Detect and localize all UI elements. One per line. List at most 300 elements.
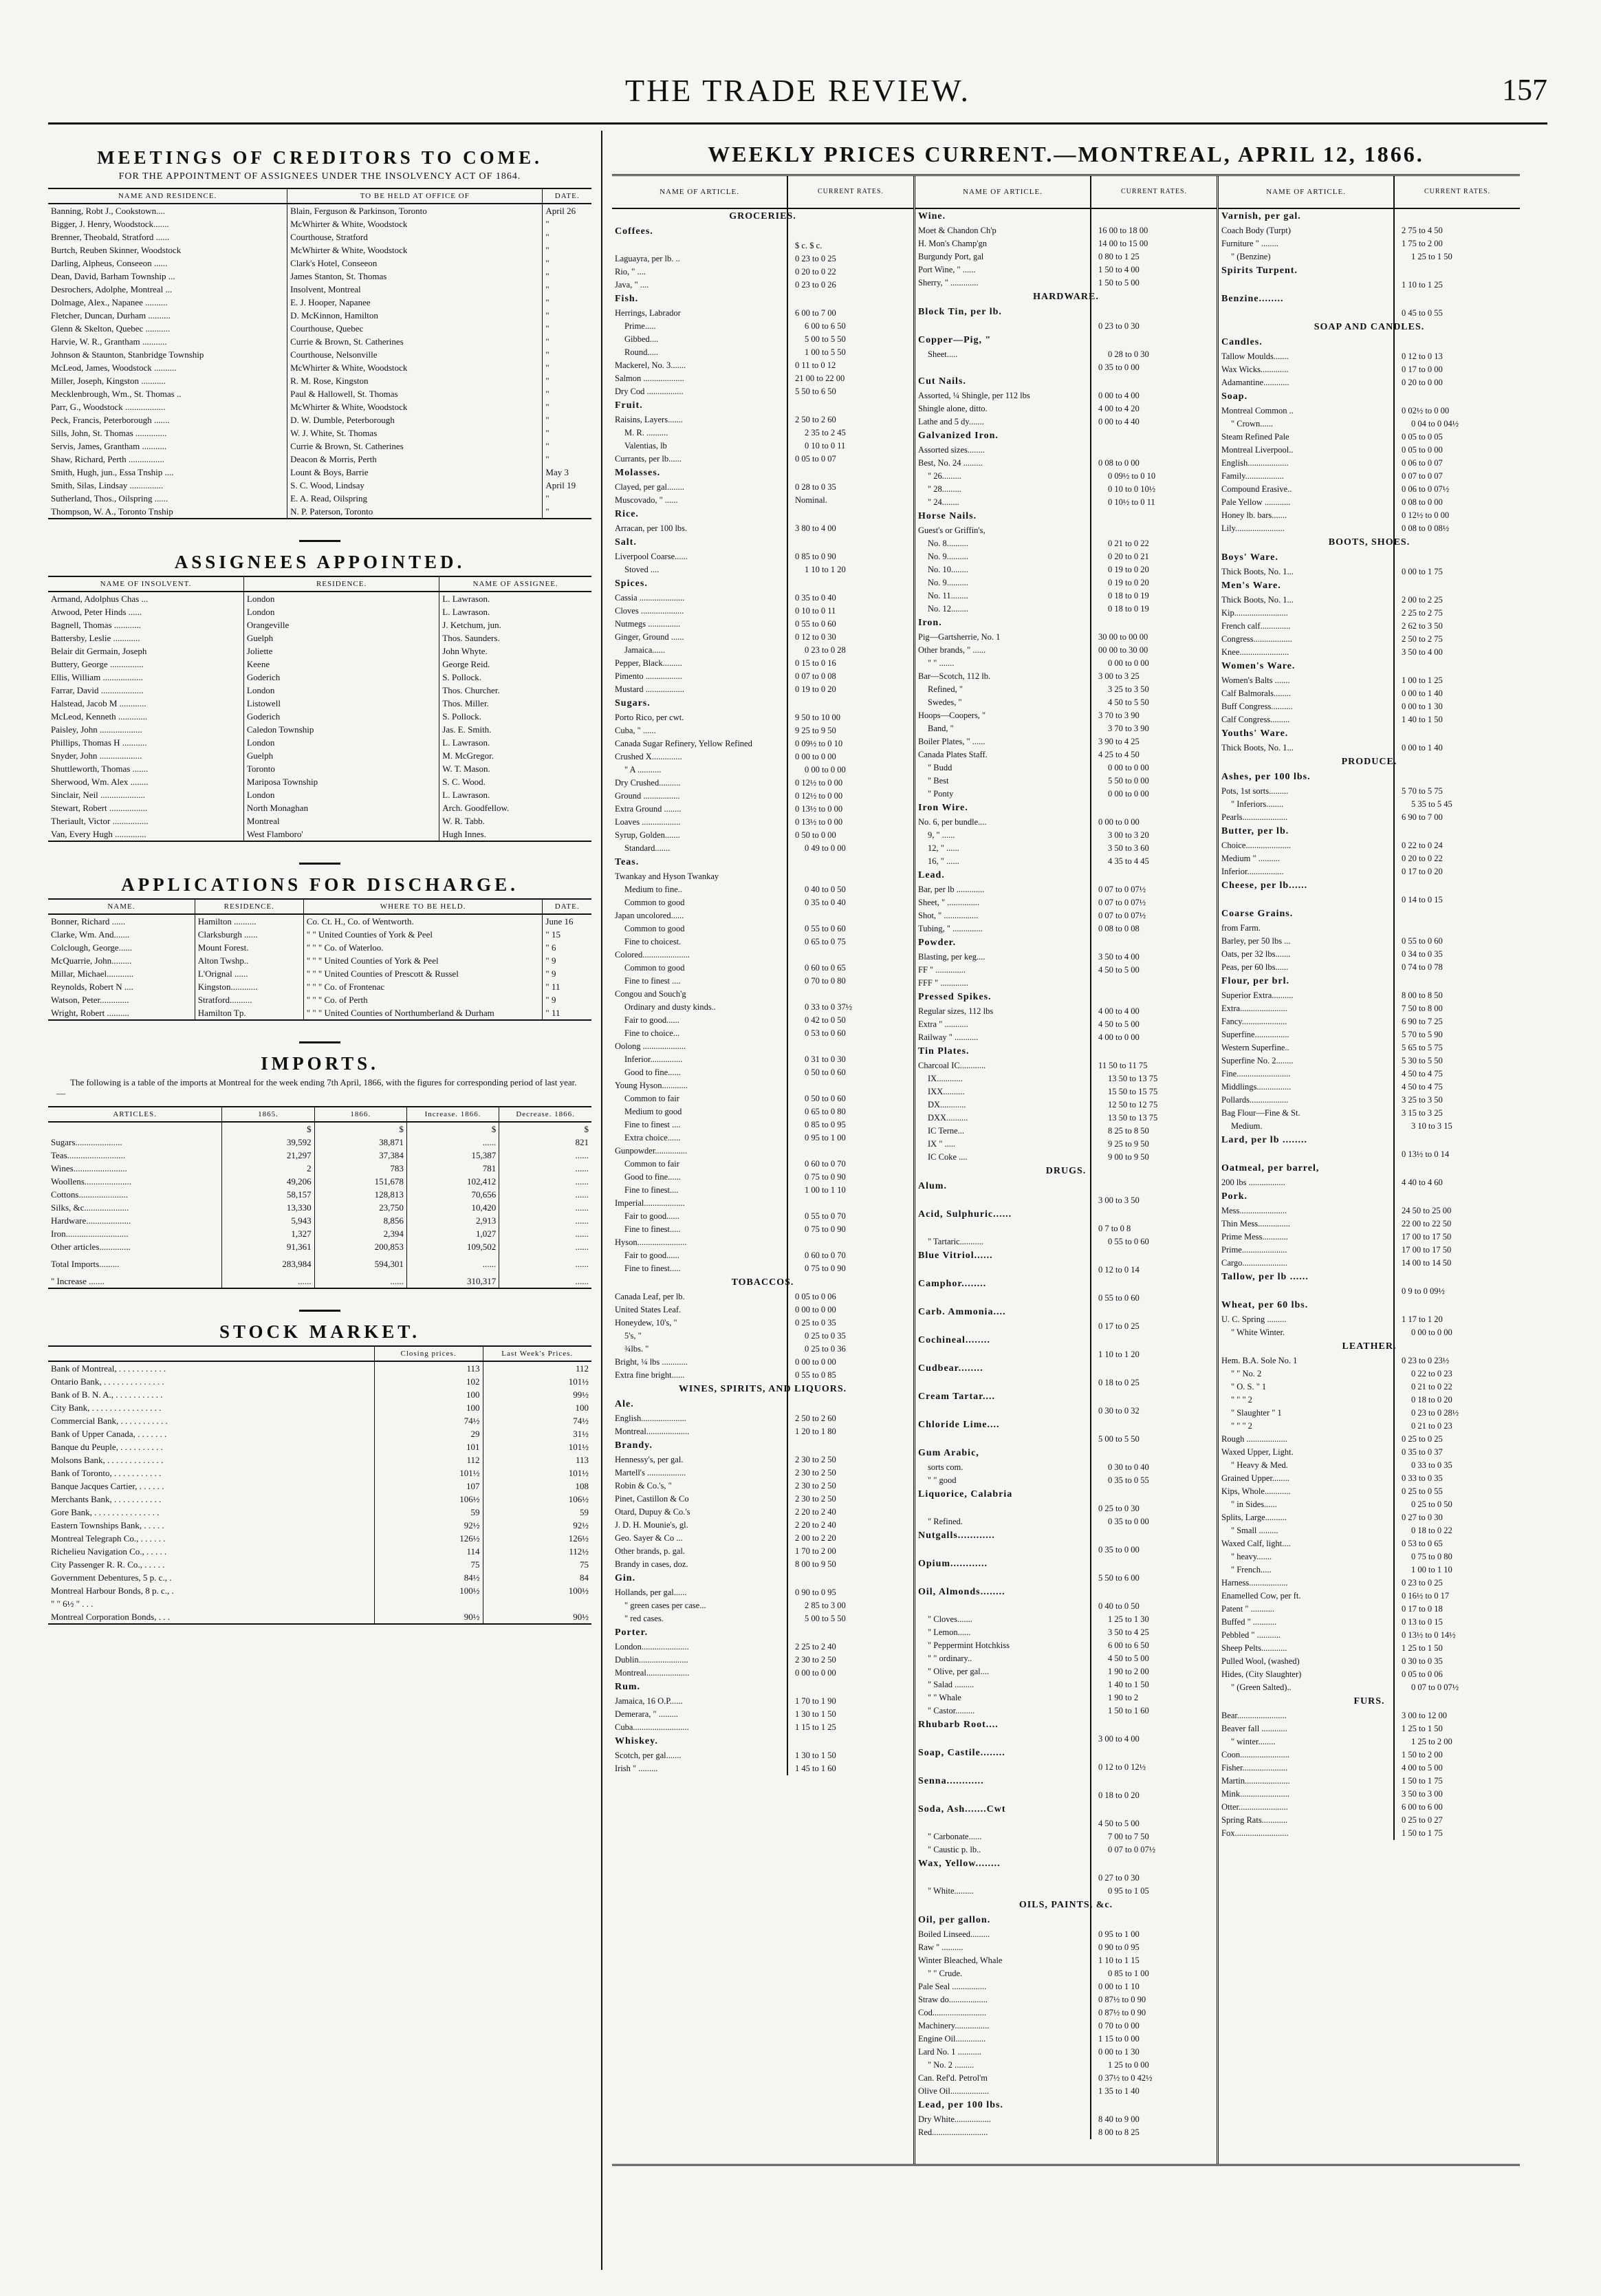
price-column-header: [1219, 176, 1520, 209]
article-rate: 4 35 to 4 45: [1108, 856, 1149, 866]
table-cell: Courthouse, Stratford: [287, 230, 543, 243]
table-cell: Eastern Townships Bank, . . . . .: [51, 1519, 164, 1530]
article-rate: 0 25 to 0 25: [1402, 1434, 1443, 1444]
table-cell: Wines........................: [51, 1162, 127, 1173]
article-rate: [1093, 444, 1217, 457]
category-heading: Boys' Ware.: [1221, 552, 1278, 563]
article-rate: 0 35 to 0 55: [1108, 1475, 1149, 1485]
table-cell: Johnson & Staunton, Stanbridge Township: [51, 349, 204, 360]
article-name: Pig—Gartsherrie, No. 1: [918, 632, 1001, 642]
table-cell: 100: [483, 1401, 591, 1414]
table-cell: Millar, Michael............: [51, 968, 134, 979]
table-cell: Total Imports.........: [51, 1258, 120, 1269]
article-name: Swedes, ": [928, 697, 962, 707]
category-heading: Lead, per 100 lbs.: [918, 2100, 1003, 2110]
table-cell: 283,984: [222, 1253, 314, 1270]
article-rate: 2 25 to 2 75: [1402, 608, 1443, 618]
article-rate: 0 17 to 0 00: [1402, 365, 1443, 374]
article-name: Beaver fall ............: [1221, 1724, 1287, 1733]
article-rate: 0 18 to 0 22: [1411, 1526, 1452, 1535]
price-row: [1219, 1176, 1520, 1189]
price-row: [1219, 1563, 1520, 1577]
article-rate: 1 25 to 0 00: [1108, 2060, 1149, 2070]
article-rate: 0 16½ to 0 17: [1402, 1591, 1450, 1601]
table-cell: 91,361: [222, 1240, 314, 1253]
category-heading: Gin.: [615, 1573, 636, 1583]
category-heading: Acid, Sulphuric......: [918, 1209, 1012, 1220]
category-heading: Youths' Ware.: [1221, 728, 1289, 739]
table-cell: Belair dit Germain, Joseph: [51, 645, 147, 656]
article-rate: 3 90 to 4 25: [1098, 737, 1140, 746]
price-row: [1219, 1629, 1520, 1642]
table-cell: McLeod, James, Woodstock ..........: [51, 362, 177, 373]
table-cell: Keene: [243, 658, 439, 671]
category-heading: Porter.: [615, 1627, 649, 1638]
category-heading: Block Tin, per lb.: [918, 307, 1002, 317]
category-heading: Cream Tartar....: [918, 1391, 996, 1402]
article-rate: 0 25 to 0 35: [795, 1318, 836, 1328]
price-row: [1219, 620, 1520, 633]
article-name: Mink.......................: [1221, 1789, 1289, 1799]
price-row: [1219, 1459, 1520, 1472]
article-name: Wax Wicks.............: [1221, 365, 1289, 374]
table-cell: Dolmage, Alex., Napanee ..........: [51, 296, 168, 307]
table-cell: 126½: [483, 1532, 591, 1545]
table-row: [48, 993, 591, 1006]
article-rate: 0 25 to 0 27: [1402, 1815, 1443, 1825]
table-cell: Teas..........................: [51, 1149, 126, 1160]
price-row: [1219, 1148, 1520, 1161]
table-cell: Wright, Robert ..........: [48, 1006, 195, 1020]
assignees-header: RESIDENCE.: [243, 576, 439, 592]
table-cell: Stratford..........: [195, 993, 303, 1006]
article-name: Liverpool Coarse......: [615, 552, 688, 561]
article-name: Montreal....................: [615, 1668, 690, 1678]
article-name: Cassia .....................: [615, 593, 685, 603]
article-rate: 2 50 to 2 60: [795, 415, 836, 424]
price-row: [1219, 700, 1520, 713]
article-name: Hoops—Coopers, ": [918, 711, 986, 720]
table-cell: Dean, David, Barham Township ...: [51, 270, 175, 281]
article-rate: 4 50 to 5 50: [1108, 697, 1149, 707]
article-name: Hyson.......................: [615, 1237, 687, 1247]
table-cell: Bank of Montreal, . . . . . . . . . . .: [51, 1363, 166, 1374]
category-heading: Copper—Pig, ": [918, 335, 992, 345]
table-cell: ": [543, 283, 591, 296]
article-name: " Crown......: [1231, 419, 1274, 429]
article-rate: 9 50 to 10 00: [795, 713, 841, 722]
article-rate: 0 35 to 0 37: [1402, 1447, 1443, 1457]
article-rate: [789, 1197, 913, 1210]
article-name: Round.....: [624, 347, 658, 357]
price-row: [1219, 1498, 1520, 1511]
article-rate: [789, 988, 913, 1001]
article-name: Machinery................: [918, 2021, 990, 2030]
article-name: " " " 2: [1231, 1395, 1252, 1405]
category-heading: FURS.: [1353, 1696, 1385, 1707]
article-rate: 0 20 to 0 00: [1402, 378, 1443, 387]
price-row: [612, 1171, 913, 1184]
price-row: [1219, 594, 1520, 607]
table-cell: ......: [499, 1227, 591, 1240]
article-rate: 9 25 to 9 50: [1108, 1139, 1149, 1149]
category-heading: Men's Ware.: [1221, 581, 1281, 591]
price-row: [612, 1131, 913, 1145]
price-row: [915, 1502, 1217, 1515]
price-row: [915, 2126, 1217, 2139]
price-row: [915, 748, 1217, 761]
price-row: [612, 372, 913, 385]
article-rate: 6 00 to 6 50: [1108, 1640, 1149, 1650]
article-name: Coach Body (Turpt): [1221, 226, 1291, 235]
table-row: [48, 645, 591, 658]
price-row: [1219, 470, 1520, 483]
price-row: [612, 1014, 913, 1027]
price-row: [612, 949, 913, 962]
article-name: Fair to good......: [624, 1211, 679, 1221]
price-row: [612, 1506, 913, 1519]
article-name: " " Crude.: [928, 1969, 963, 1978]
category-heading: Chloride Lime....: [918, 1420, 1000, 1430]
article-name: Peas, per 60 lbs......: [1221, 962, 1289, 972]
category-heading: Gum Arabic,: [918, 1448, 979, 1458]
article-rate: 0 12½ to 0 00: [1402, 510, 1450, 520]
article-name: Coon.......................: [1221, 1750, 1289, 1759]
table-cell: Sugars.....................: [51, 1136, 122, 1147]
article-name: " Tartaric...........: [928, 1237, 984, 1246]
meetings-section: [48, 147, 591, 519]
price-row: [915, 237, 1217, 250]
table-cell: Atwood, Peter Hinds ......: [51, 606, 142, 617]
table-cell: ": [543, 387, 591, 400]
price-row: [915, 2072, 1217, 2085]
price-row: [915, 951, 1217, 964]
table-cell: ......: [406, 1136, 499, 1149]
imports-header: 1866.: [314, 1107, 406, 1122]
article-name: " Castor.........: [928, 1706, 975, 1715]
article-rate: 14 00 to 15 00: [1098, 239, 1148, 248]
article-name: Syrup, Golden.......: [615, 830, 680, 840]
price-row: [1219, 279, 1520, 292]
article-name: Compound Erasive..: [1221, 484, 1292, 494]
article-name: Steam Refined Pale: [1221, 432, 1289, 442]
table-cell: [374, 1597, 483, 1610]
table-row: [48, 413, 591, 426]
name-of-article-header: NAME OF ARTICLE.: [1266, 188, 1346, 196]
table-cell: Goderich: [243, 671, 439, 684]
table-cell: ": [543, 243, 591, 257]
price-row: [915, 855, 1217, 868]
article-rate: 1 50 to 1 75: [1402, 1776, 1443, 1786]
table-row: [48, 204, 591, 217]
category-heading: OILS, PAINTS, &c.: [1019, 1900, 1113, 1910]
article-name: Pepper, Black.........: [615, 658, 682, 668]
article-name: Inferior.................: [1221, 867, 1284, 876]
price-row: [612, 1262, 913, 1275]
article-name: Spring Rats............: [1221, 1815, 1288, 1825]
article-rate: 1 10 to 1 15: [1098, 1956, 1140, 1965]
table-cell: 109,502: [406, 1240, 499, 1253]
article-name: " (Green Salted)..: [1231, 1682, 1292, 1692]
article-rate: 0 12 to 0 14: [1098, 1265, 1140, 1275]
article-rate: 6 00 to 6 50: [805, 321, 846, 331]
table-cell: ......: [499, 1270, 591, 1288]
category-heading: Fruit.: [615, 400, 643, 411]
article-name: " red cases.: [624, 1614, 664, 1623]
article-rate: 0 18 to 0 19: [1108, 591, 1149, 600]
table-cell: Caledon Township: [243, 723, 439, 736]
category-heading: Butter, per lb.: [1221, 826, 1289, 836]
price-row: [1219, 1550, 1520, 1563]
article-name: [915, 1433, 1093, 1446]
price-row: [915, 1678, 1217, 1691]
price-column-body: [1219, 209, 1520, 1840]
article-rate: 0 87½ to 0 90: [1098, 1995, 1146, 2004]
table-row: [48, 775, 591, 788]
article-name: Dublin.......................: [615, 1655, 688, 1665]
imports-title: IMPORTS.: [261, 1053, 379, 1074]
article-name: [1219, 894, 1396, 907]
table-cell: 1,327: [222, 1227, 314, 1240]
table-cell: Deacon & Morris, Perth: [287, 453, 543, 466]
page-number: 157: [1502, 73, 1547, 107]
table-row: [48, 788, 591, 801]
table-cell: Glenn & Skelton, Quebec ...........: [51, 323, 171, 334]
price-row: [612, 829, 913, 842]
price-row: [612, 1708, 913, 1721]
price-row: [1219, 1709, 1520, 1722]
table-cell: Paul & Hallowell, St. Thomas: [287, 387, 543, 400]
price-row: [612, 346, 913, 359]
price-columns: [612, 174, 1520, 2166]
article-rate: 0 95 to 1 00: [805, 1133, 846, 1142]
article-rate: 5 70 to 5 90: [1402, 1030, 1443, 1039]
table-cell: 84½: [374, 1571, 483, 1584]
category-heading: Carb. Ammonia....: [918, 1307, 1006, 1317]
article-name: [915, 361, 1093, 374]
category-heading: Oil, Almonds........: [918, 1587, 1005, 1597]
article-name: " Best: [928, 776, 949, 786]
table-cell: 92½: [374, 1519, 483, 1532]
article-name: Fancy.....................: [1221, 1017, 1287, 1026]
table-cell: 90½: [483, 1610, 591, 1624]
price-row: [612, 816, 913, 829]
table-cell: $: [499, 1122, 591, 1136]
article-name: Kip.........................: [1221, 608, 1288, 618]
table-row: [48, 801, 591, 814]
article-name: " Carbonate......: [928, 1832, 982, 1841]
article-rate: 5 65 to 5 75: [1402, 1043, 1443, 1052]
category-heading: Candles.: [1221, 337, 1263, 347]
article-name: Tallow Moulds.......: [1221, 351, 1289, 361]
price-row: [612, 426, 913, 440]
article-rate: 0 22 to 0 23: [1411, 1369, 1452, 1378]
article-rate: 13 50 to 13 75: [1108, 1074, 1158, 1083]
table-row: [48, 1427, 591, 1440]
price-row: [1219, 522, 1520, 535]
price-row: [1219, 1068, 1520, 1081]
table-cell: 10,420: [406, 1201, 499, 1214]
price-row: [612, 1223, 913, 1236]
article-rate: 0 70 to 0 00: [1098, 2021, 1140, 2030]
article-rate: 2 62 to 3 50: [1402, 621, 1443, 631]
article-name: Lathe and 5 dy.......: [918, 417, 984, 426]
table-cell: Jas. E. Smith.: [439, 723, 591, 736]
article-rate: 0 00 to 0 00: [795, 1357, 836, 1367]
price-row: [1219, 431, 1520, 444]
article-rate: [789, 1040, 913, 1053]
table-row: [48, 1571, 591, 1584]
table-cell: ": [543, 348, 591, 361]
article-rate: 0 20 to 0 22: [795, 267, 836, 277]
table-cell: Ellis, William ..................: [51, 671, 143, 682]
table-cell: [48, 1122, 222, 1136]
category-heading: Molasses.: [615, 468, 661, 478]
price-row: [915, 470, 1217, 483]
price-row: [612, 359, 913, 372]
article-rate: 0 80 to 1 25: [1098, 252, 1140, 261]
article-rate: 0 90 to 0 95: [1098, 1942, 1140, 1952]
article-rate: 1 00 to 1 25: [1402, 675, 1443, 685]
table-row: [48, 592, 591, 605]
price-row: [1219, 674, 1520, 687]
publication-title: THE TRADE REVIEW.: [624, 73, 970, 108]
article-name: Superior Extra..........: [1221, 990, 1294, 1000]
article-name: Inferior...............: [624, 1054, 683, 1064]
price-row: [915, 896, 1217, 909]
article-rate: 0 06 to 0 07: [1402, 458, 1443, 468]
article-rate: 0 25 to 0 30: [1098, 1504, 1140, 1513]
article-name: Bright, ¼ lbs ............: [615, 1357, 688, 1367]
article-name: Sheet.....: [928, 349, 958, 359]
table-cell: Gore Bank, . . . . . . . . . . . . . . .: [51, 1506, 160, 1517]
table-cell: Guelph: [243, 631, 439, 645]
article-name: " Cloves.......: [928, 1614, 972, 1624]
article-name: Other brands, " ......: [918, 645, 986, 655]
price-row: [1219, 1577, 1520, 1590]
price-row: [1219, 1257, 1520, 1270]
article-rate: 2 30 to 2 50: [795, 1655, 836, 1665]
article-rate: 3 00 to 4 00: [1098, 1734, 1140, 1744]
price-row: [1219, 961, 1520, 974]
table-cell: $: [406, 1122, 499, 1136]
table-cell: 58,157: [222, 1188, 314, 1201]
article-rate: 0 75 to 0 90: [805, 1264, 846, 1273]
article-rate: [789, 949, 913, 962]
price-row: [915, 964, 1217, 977]
price-row: [1219, 1827, 1520, 1840]
article-rate: 0 00 to 4 00: [1098, 391, 1140, 400]
article-rate: $ c. $ c.: [795, 241, 823, 250]
article-rate: 0 49 to 0 00: [805, 843, 846, 853]
price-row: [915, 842, 1217, 855]
article-rate: 0 19 to 0 20: [1108, 565, 1149, 574]
table-cell: " 9: [543, 993, 591, 1006]
article-rate: 0 55 to 0 60: [795, 619, 836, 629]
table-cell: Merchants Bank, . . . . . . . . . . .: [51, 1493, 162, 1504]
price-row: [1219, 1590, 1520, 1603]
price-row: [612, 1599, 913, 1612]
article-rate: 3 25 to 3 50: [1108, 684, 1149, 694]
price-row: [612, 1197, 913, 1210]
price-row: [1219, 1735, 1520, 1748]
price-row: [1219, 1285, 1520, 1298]
article-name: Common to fair: [624, 1159, 679, 1169]
table-cell: Phillips, Thomas H ...........: [51, 737, 147, 748]
article-rate: 0 11 to 0 12: [795, 360, 836, 370]
price-row: [915, 816, 1217, 829]
article-rate: 0 75 to 0 90: [805, 1224, 846, 1234]
price-row: [1219, 839, 1520, 852]
price-row: [612, 239, 913, 252]
article-rate: 6 90 to 7 25: [1402, 1017, 1443, 1026]
article-name: Gibbed....: [624, 334, 659, 344]
article-rate: 0 18 to 0 20: [1411, 1395, 1452, 1405]
price-row: [612, 777, 913, 790]
price-column-body: [612, 209, 913, 1775]
price-column-header: [612, 176, 913, 209]
table-cell: Joliette: [243, 645, 439, 658]
price-row: [612, 1290, 913, 1303]
assignees-header: NAME OF INSOLVENT.: [48, 576, 243, 592]
table-row: [48, 374, 591, 387]
price-row: [915, 788, 1217, 801]
table-cell: 29: [374, 1427, 483, 1440]
price-row: [612, 1001, 913, 1014]
table-row: [48, 243, 591, 257]
article-name: Choice.....................: [1221, 841, 1292, 850]
table-cell: ......: [499, 1240, 591, 1253]
article-name: Western Superfine..: [1221, 1043, 1289, 1052]
article-rate: 2 20 to 2 40: [795, 1520, 836, 1530]
price-row: [612, 1369, 913, 1382]
price-row: [612, 763, 913, 777]
article-rate: 5 50 to 6 50: [795, 387, 836, 396]
article-rate: 0 23 to 0 25: [1402, 1578, 1443, 1588]
category-heading: Tallow, per lb ......: [1221, 1272, 1309, 1282]
article-rate: 0 00 to 1 10: [1098, 1982, 1140, 1991]
price-row: [1219, 894, 1520, 907]
table-cell: 8,856: [314, 1214, 406, 1227]
article-rate: 0 07 to 0 07: [1402, 471, 1443, 481]
article-name: Demerara, " .........: [615, 1709, 678, 1719]
article-name: [915, 320, 1093, 333]
price-row: [915, 1112, 1217, 1125]
price-row: [915, 696, 1217, 709]
table-cell: 99½: [483, 1388, 591, 1401]
article-name: FFF " .............: [918, 978, 968, 988]
table-cell: W. T. Mason.: [439, 762, 591, 775]
article-name: [915, 1789, 1093, 1802]
article-name: Salmon ...................: [615, 373, 684, 383]
article-name: Thick Boots, No. 1...: [1221, 743, 1294, 752]
article-rate: 0 20 to 0 21: [1108, 552, 1149, 561]
table-row: [48, 1480, 591, 1493]
price-row: [612, 1053, 913, 1066]
article-rate: 0 23 to 0 28: [805, 645, 846, 655]
table-cell: Shuttleworth, Thomas .......: [51, 763, 149, 774]
table-cell: E. J. Hooper, Napanee: [287, 296, 543, 309]
article-rate: 1 25 to 1 50: [1402, 1724, 1443, 1733]
article-name: Charcoal IC............: [918, 1061, 986, 1070]
table-cell: Bagnell, Thomas ............: [51, 619, 141, 630]
price-row: [612, 1343, 913, 1356]
article-name: Fine to choicest.: [624, 937, 682, 946]
article-rate: 0 06 to 0 07½: [1402, 484, 1450, 494]
article-name: Extra......................: [1221, 1004, 1287, 1013]
table-cell: West Flamboro': [243, 827, 439, 841]
article-rate: 3 50 to 3 60: [1108, 843, 1149, 853]
